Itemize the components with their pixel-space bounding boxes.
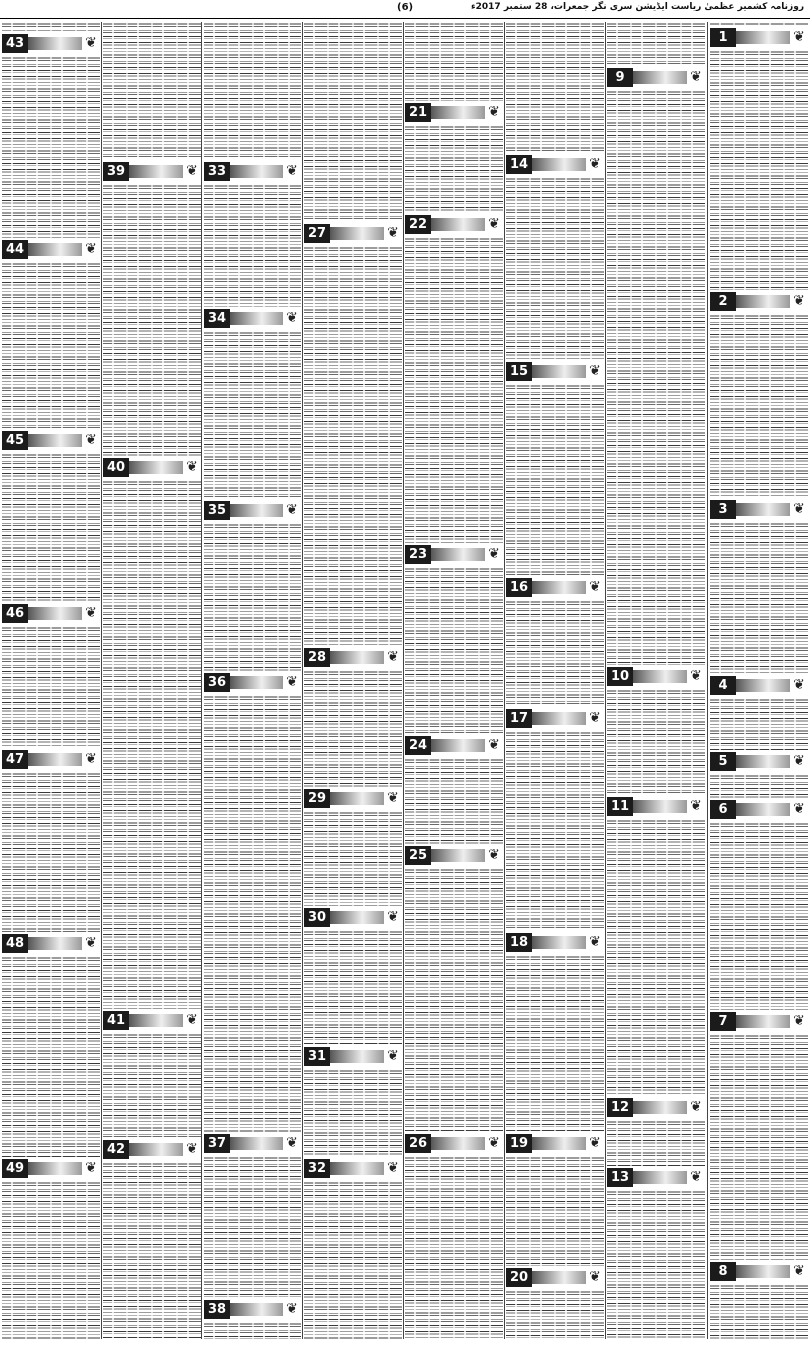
leaf-ornament-icon: ❦	[286, 502, 298, 518]
leaf-ornament-icon: ❦	[186, 163, 198, 179]
story-number: 23	[405, 545, 431, 564]
story-header-band	[710, 1012, 808, 1031]
story-body-text	[710, 1284, 808, 1339]
story-body-text	[304, 1181, 402, 1339]
story-header-band	[2, 604, 100, 623]
story-body-text	[710, 774, 808, 798]
story-header-band	[405, 1134, 503, 1153]
story-body-text	[607, 1190, 705, 1339]
story-number: 28	[304, 648, 330, 667]
story-header-band	[2, 750, 100, 769]
story-body-text	[304, 930, 402, 1045]
page-header	[0, 0, 810, 19]
story-number: 7	[710, 1012, 736, 1031]
story-body-text	[2, 1181, 100, 1339]
band-gradient	[736, 295, 790, 308]
story-body-text	[103, 1033, 201, 1138]
story-number: 32	[304, 1159, 330, 1178]
story-body-text	[710, 522, 808, 674]
story-number: 34	[204, 309, 230, 328]
story-number: 4	[710, 676, 736, 695]
story-header-band	[405, 846, 503, 865]
story-header-band	[2, 34, 100, 53]
story-body-text	[304, 1069, 402, 1157]
leaf-ornament-icon: ❦	[85, 605, 97, 621]
story-number: 2	[710, 292, 736, 311]
band-gradient	[28, 37, 82, 50]
story-header-band	[204, 501, 301, 520]
story-header-band	[405, 215, 503, 234]
story-body-text	[2, 956, 100, 1157]
leaf-ornament-icon: ❦	[387, 225, 399, 241]
band-gradient	[431, 739, 485, 752]
story-body-text	[405, 567, 503, 734]
band-gradient	[230, 165, 283, 178]
band-gradient	[230, 504, 283, 517]
story-header-band	[204, 1134, 301, 1153]
column-rule	[605, 22, 606, 1339]
story-body-text	[607, 90, 705, 665]
masthead: روزنامہ کشمیر عظمیٰ ریاست ایڈیشن سری نگر جمعرات، 28 ستمبر 2017ء	[471, 2, 804, 12]
leaf-ornament-icon: ❦	[488, 216, 500, 232]
story-body-text	[103, 22, 201, 160]
story-number: 20	[506, 1268, 532, 1287]
story-header-band	[710, 292, 808, 311]
band-gradient	[736, 1265, 790, 1278]
story-body-text	[710, 50, 808, 290]
story-body-text	[304, 811, 402, 906]
story-header-band	[304, 1159, 402, 1178]
story-body-text	[304, 246, 402, 646]
story-header-band	[2, 240, 100, 259]
story-header-band	[607, 667, 705, 686]
leaf-ornament-icon: ❦	[690, 1169, 702, 1185]
story-header-band	[103, 162, 201, 181]
band-gradient	[532, 1271, 586, 1284]
story-number: 22	[405, 215, 431, 234]
leaf-ornament-icon: ❦	[793, 293, 805, 309]
band-gradient	[633, 800, 687, 813]
story-header-band	[710, 28, 808, 47]
story-header-band	[204, 673, 301, 692]
story-number: 42	[103, 1140, 129, 1159]
leaf-ornament-icon: ❦	[286, 163, 298, 179]
leaf-ornament-icon: ❦	[793, 753, 805, 769]
leaf-ornament-icon: ❦	[488, 546, 500, 562]
story-number: 27	[304, 224, 330, 243]
leaf-ornament-icon: ❦	[186, 459, 198, 475]
story-number: 49	[2, 1159, 28, 1178]
column-4	[405, 22, 503, 1339]
band-gradient	[330, 792, 384, 805]
story-header-band	[103, 1011, 201, 1030]
story-number: 38	[204, 1300, 230, 1319]
story-number: 25	[405, 846, 431, 865]
band-gradient	[431, 1137, 485, 1150]
leaf-ornament-icon: ❦	[488, 737, 500, 753]
column-rule	[101, 22, 102, 1339]
band-gradient	[431, 548, 485, 561]
band-gradient	[736, 31, 790, 44]
band-gradient	[28, 243, 82, 256]
leaf-ornament-icon: ❦	[387, 1160, 399, 1176]
story-number: 44	[2, 240, 28, 259]
story-number: 47	[2, 750, 28, 769]
story-number: 35	[204, 501, 230, 520]
story-body-text	[204, 1322, 301, 1339]
column-5	[304, 22, 402, 1339]
story-body-text	[204, 184, 301, 307]
story-number: 21	[405, 103, 431, 122]
leaf-ornament-icon: ❦	[589, 934, 601, 950]
story-body-text	[405, 125, 503, 213]
band-gradient	[736, 755, 790, 768]
story-header-band	[304, 789, 402, 808]
band-gradient	[330, 651, 384, 664]
band-gradient	[129, 1143, 183, 1156]
story-body-text	[506, 955, 604, 1132]
story-body-text	[103, 480, 201, 1009]
story-body-text	[506, 731, 604, 931]
story-header-band	[710, 1262, 808, 1281]
leaf-ornament-icon: ❦	[85, 432, 97, 448]
leaf-ornament-icon: ❦	[488, 1135, 500, 1151]
story-body-text	[710, 698, 808, 750]
leaf-ornament-icon: ❦	[85, 1160, 97, 1176]
band-gradient	[129, 165, 183, 178]
story-body-text	[710, 22, 808, 26]
leaf-ornament-icon: ❦	[85, 751, 97, 767]
story-body-text	[710, 314, 808, 498]
story-number: 40	[103, 458, 129, 477]
story-number: 6	[710, 800, 736, 819]
story-body-text	[2, 772, 100, 932]
band-gradient	[230, 1303, 283, 1316]
leaf-ornament-icon: ❦	[286, 674, 298, 690]
band-gradient	[431, 218, 485, 231]
leaf-ornament-icon: ❦	[186, 1141, 198, 1157]
band-gradient	[736, 503, 790, 516]
story-number: 45	[2, 431, 28, 450]
band-gradient	[431, 849, 485, 862]
story-number: 29	[304, 789, 330, 808]
column-6	[204, 22, 301, 1339]
story-number: 5	[710, 752, 736, 771]
band-gradient	[129, 461, 183, 474]
story-body-text	[204, 22, 301, 160]
story-header-band	[607, 1168, 705, 1187]
column-2	[607, 22, 705, 1339]
story-number: 18	[506, 933, 532, 952]
column-7	[103, 22, 201, 1339]
story-body-text	[2, 262, 100, 429]
story-header-band	[506, 578, 604, 597]
band-gradient	[330, 1050, 384, 1063]
story-header-band	[710, 676, 808, 695]
band-gradient	[28, 1162, 82, 1175]
band-gradient	[736, 679, 790, 692]
story-header-band	[405, 103, 503, 122]
story-header-band	[204, 309, 301, 328]
band-gradient	[28, 607, 82, 620]
leaf-ornament-icon: ❦	[589, 710, 601, 726]
leaf-ornament-icon: ❦	[793, 501, 805, 517]
story-number: 14	[506, 155, 532, 174]
story-header-band	[304, 648, 402, 667]
column-rule	[707, 22, 708, 1339]
leaf-ornament-icon: ❦	[589, 156, 601, 172]
story-header-band	[2, 1159, 100, 1178]
story-number: 8	[710, 1262, 736, 1281]
story-header-band	[2, 431, 100, 450]
story-number: 36	[204, 673, 230, 692]
story-body-text	[304, 670, 402, 787]
band-gradient	[330, 227, 384, 240]
leaf-ornament-icon: ❦	[690, 668, 702, 684]
band-gradient	[230, 1137, 283, 1150]
band-gradient	[736, 803, 790, 816]
story-body-text	[204, 523, 301, 671]
band-gradient	[532, 936, 586, 949]
story-body-text	[405, 1156, 503, 1339]
leaf-ornament-icon: ❦	[589, 363, 601, 379]
leaf-ornament-icon: ❦	[85, 241, 97, 257]
band-gradient	[532, 581, 586, 594]
band-gradient	[736, 1015, 790, 1028]
story-number: 10	[607, 667, 633, 686]
story-number: 11	[607, 797, 633, 816]
story-body-text	[2, 453, 100, 602]
story-body-text	[2, 22, 100, 32]
leaf-ornament-icon: ❦	[690, 1099, 702, 1115]
story-header-band	[2, 934, 100, 953]
story-header-band	[607, 1098, 705, 1117]
page-number: (6)	[397, 2, 414, 13]
story-body-text	[405, 868, 503, 1132]
story-body-text	[204, 331, 301, 499]
story-header-band	[204, 1300, 301, 1319]
leaf-ornament-icon: ❦	[793, 801, 805, 817]
band-gradient	[230, 312, 283, 325]
leaf-ornament-icon: ❦	[589, 1135, 601, 1151]
story-number: 33	[204, 162, 230, 181]
story-number: 31	[304, 1047, 330, 1066]
band-gradient	[28, 434, 82, 447]
story-body-text	[304, 22, 402, 222]
leaf-ornament-icon: ❦	[690, 69, 702, 85]
story-body-text	[506, 384, 604, 576]
leaf-ornament-icon: ❦	[85, 35, 97, 51]
story-header-band	[710, 752, 808, 771]
story-header-band	[710, 500, 808, 519]
story-body-text	[2, 626, 100, 748]
leaf-ornament-icon: ❦	[387, 649, 399, 665]
story-header-band	[304, 908, 402, 927]
band-gradient	[633, 1171, 687, 1184]
story-body-text	[506, 177, 604, 360]
leaf-ornament-icon: ❦	[690, 798, 702, 814]
story-header-band	[607, 797, 705, 816]
leaf-ornament-icon: ❦	[286, 1135, 298, 1151]
story-number: 24	[405, 736, 431, 755]
leaf-ornament-icon: ❦	[589, 1269, 601, 1285]
story-body-text	[405, 237, 503, 543]
band-gradient	[28, 937, 82, 950]
column-3	[506, 22, 604, 1339]
column-rule	[504, 22, 505, 1339]
story-number: 46	[2, 604, 28, 623]
leaf-ornament-icon: ❦	[286, 1301, 298, 1317]
story-body-text	[405, 758, 503, 844]
band-gradient	[633, 670, 687, 683]
story-body-text	[506, 1156, 604, 1266]
column-8	[2, 22, 100, 1339]
column-rule	[403, 22, 404, 1339]
story-number: 37	[204, 1134, 230, 1153]
band-gradient	[330, 911, 384, 924]
story-header-band	[506, 709, 604, 728]
story-number: 1	[710, 28, 736, 47]
band-gradient	[230, 676, 283, 689]
column-rule	[201, 22, 202, 1339]
leaf-ornament-icon: ❦	[793, 1263, 805, 1279]
story-number: 16	[506, 578, 532, 597]
leaf-ornament-icon: ❦	[286, 310, 298, 326]
story-header-band	[506, 362, 604, 381]
story-header-band	[506, 1134, 604, 1153]
story-number: 9	[607, 68, 633, 87]
story-body-text	[506, 22, 604, 153]
band-gradient	[633, 1101, 687, 1114]
leaf-ornament-icon: ❦	[793, 677, 805, 693]
leaf-ornament-icon: ❦	[186, 1012, 198, 1028]
story-number: 30	[304, 908, 330, 927]
band-gradient	[532, 1137, 586, 1150]
band-gradient	[532, 365, 586, 378]
story-number: 3	[710, 500, 736, 519]
story-body-text	[506, 600, 604, 707]
story-header-band	[204, 162, 301, 181]
story-header-band	[405, 545, 503, 564]
story-body-text	[607, 819, 705, 1096]
story-header-band	[304, 224, 402, 243]
story-body-text	[710, 1034, 808, 1260]
story-number: 17	[506, 709, 532, 728]
leaf-ornament-icon: ❦	[488, 104, 500, 120]
story-header-band	[506, 1268, 604, 1287]
leaf-ornament-icon: ❦	[793, 29, 805, 45]
leaf-ornament-icon: ❦	[387, 790, 399, 806]
column-1	[710, 22, 808, 1339]
band-gradient	[28, 753, 82, 766]
column-rule	[302, 22, 303, 1339]
story-number: 15	[506, 362, 532, 381]
story-number: 39	[103, 162, 129, 181]
band-gradient	[532, 158, 586, 171]
story-header-band	[710, 800, 808, 819]
leaf-ornament-icon: ❦	[793, 1013, 805, 1029]
leaf-ornament-icon: ❦	[589, 579, 601, 595]
story-header-band	[506, 155, 604, 174]
story-header-band	[405, 736, 503, 755]
story-body-text	[405, 22, 503, 101]
story-body-text	[204, 1156, 301, 1298]
story-header-band	[103, 1140, 201, 1159]
story-number: 43	[2, 34, 28, 53]
story-number: 13	[607, 1168, 633, 1187]
story-header-band	[103, 458, 201, 477]
story-body-text	[607, 22, 705, 66]
leaf-ornament-icon: ❦	[387, 1048, 399, 1064]
story-number: 19	[506, 1134, 532, 1153]
story-number: 26	[405, 1134, 431, 1153]
story-body-text	[204, 695, 301, 1132]
story-body-text	[506, 1290, 604, 1339]
story-body-text	[2, 56, 100, 238]
story-body-text	[607, 689, 705, 795]
band-gradient	[532, 712, 586, 725]
band-gradient	[330, 1162, 384, 1175]
story-header-band	[607, 68, 705, 87]
story-body-text	[607, 1120, 705, 1166]
story-header-band	[506, 933, 604, 952]
leaf-ornament-icon: ❦	[488, 847, 500, 863]
story-body-text	[710, 822, 808, 1010]
story-number: 41	[103, 1011, 129, 1030]
story-number: 48	[2, 934, 28, 953]
story-number: 12	[607, 1098, 633, 1117]
band-gradient	[431, 106, 485, 119]
story-body-text	[103, 184, 201, 456]
band-gradient	[129, 1014, 183, 1027]
band-gradient	[633, 71, 687, 84]
story-body-text	[103, 1162, 201, 1339]
leaf-ornament-icon: ❦	[85, 935, 97, 951]
story-header-band	[304, 1047, 402, 1066]
leaf-ornament-icon: ❦	[387, 909, 399, 925]
